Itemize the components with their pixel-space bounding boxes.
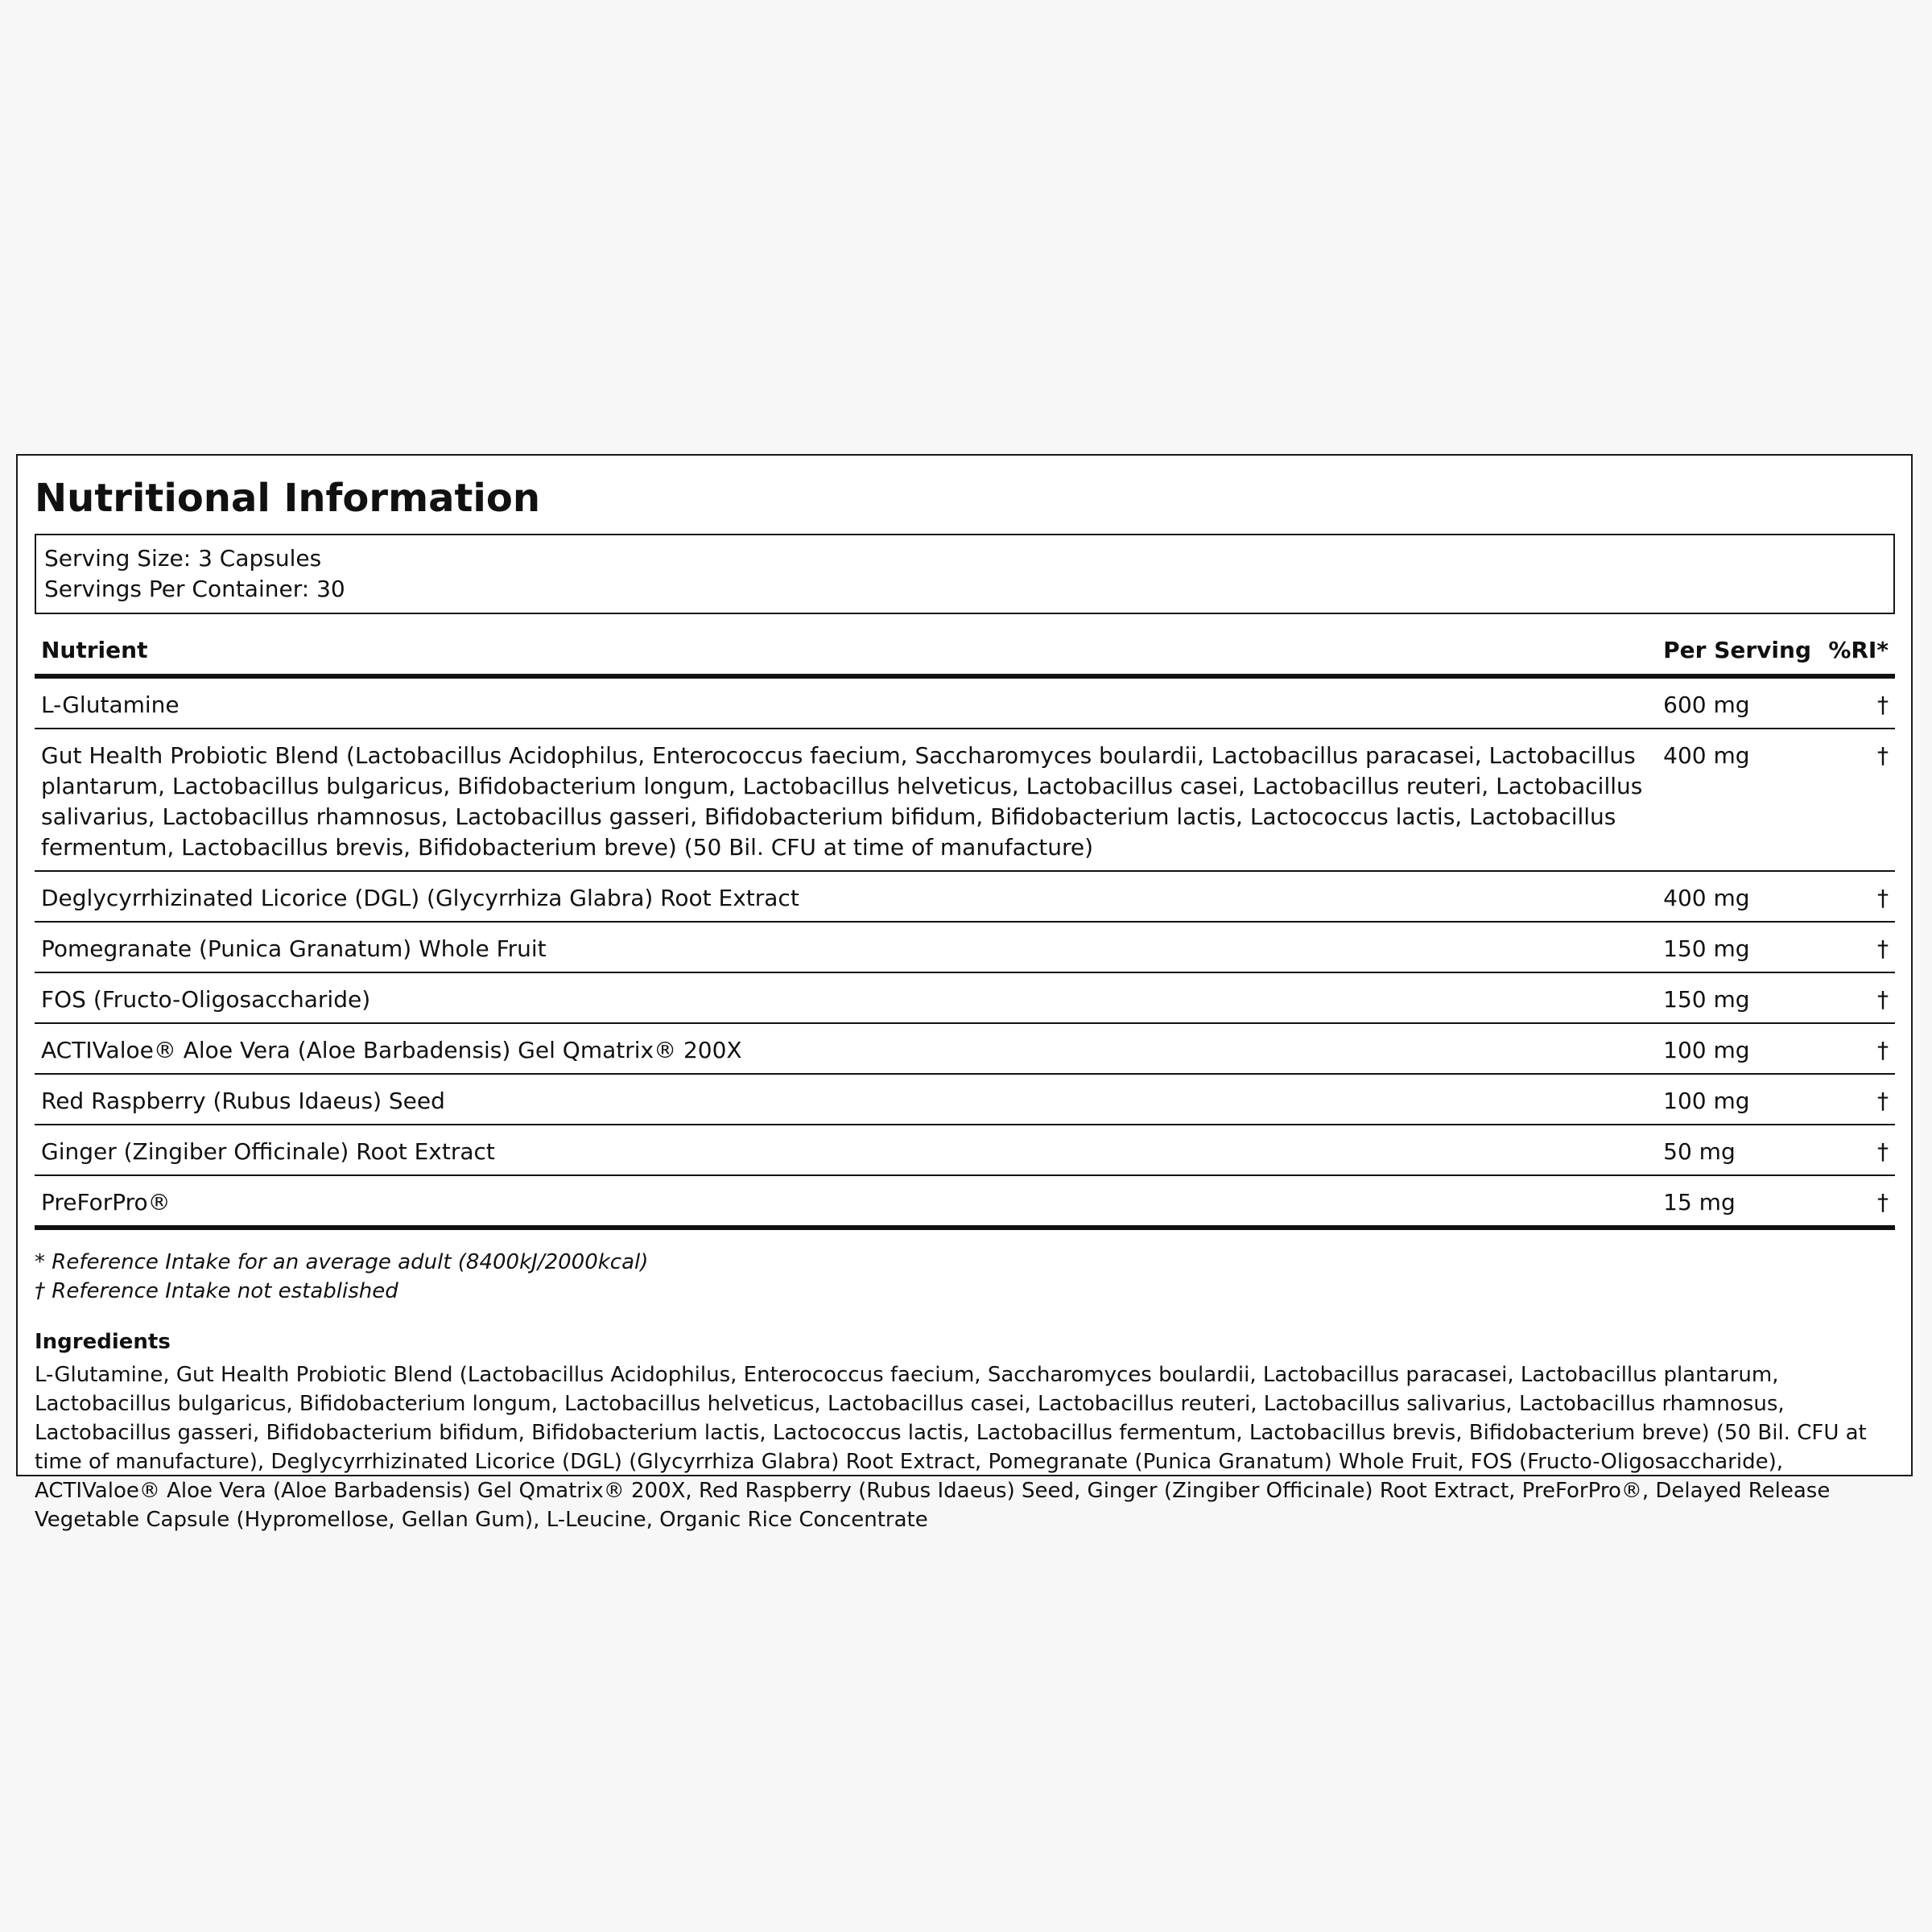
page-title: Nutritional Information [35, 476, 541, 521]
nutrient-name: FOS (Fructo-Oligosaccharide) [35, 972, 1657, 1023]
nutrient-name: ACTIValoe® Aloe Vera (Aloe Barbadensis) Gel Qmatrix® 200X [35, 1023, 1657, 1074]
nutrient-name: L-Glutamine [35, 676, 1657, 729]
nutrient-amount: 100 mg [1657, 1074, 1818, 1125]
nutrient-amount: 150 mg [1657, 972, 1818, 1023]
header-per-serving: Per Serving [1657, 630, 1818, 676]
nutrient-name: Gut Health Probiotic Blend (Lactobacillus Acidophilus, Enterococcus faecium, Saccharomyces boulardii, Lactobacillus paracasei, Lactobacillus plantarum, Lactobacillus bulgaricus, Bifidobacterium longum, Lactobacillus helveticus, Lactobacillus casei, Lactobacillus reuteri, Lactobacillus salivarius, Lactobacillus rhamnosus, Lactobacillus gasseri, Bifidobacterium bifidum, Bifidobacterium lactis, Lactococcus lactis, Lactobacillus fermentum, Lactobacillus brevis, Bifidobacterium breve) (50 Bil. CFU at time of manufacture) [35, 729, 1657, 871]
ingredients-text: L-Glutamine, Gut Health Probiotic Blend (Lactobacillus Acidophilus, Enterococcus faecium, Saccharomyces boulardii, Lactobacillus paracasei, Lactobacillus plantarum, Lactobacillus bulgaricus, Bifidobacterium longum, Lactobacillus helveticus, Lactobacillus casei, Lactobacillus reuteri, Lactobacillus salivarius, Lactobacillus rhamnosus, Lactobacillus gasseri, Bifidobacterium bifidum, Bifidobacterium lactis, Lactococcus lactis, Lactobacillus fermentum, Lactobacillus brevis, Bifidobacterium breve) (50 Bil. CFU at time of manufacture), Deglycyrrhizinated Licorice (DGL) (Glycyrrhiza Glabra) Root Extract, Pomegranate (Punica Granatum) Whole Fruit, FOS (Fructo-Oligosaccharide), ACTIValoe® Aloe Vera (Aloe Barbadensis) Gel Qmatrix® 200X, Red Raspberry (Rubus Idaeus) Seed, Ginger (Zingiber Officinale) Root Extract, PreForPro®, Delayed Release Vegetable Capsule (Hypromellose, Gellan Gum), L-Leucine, Organic Rice Concentrate [35, 1363, 1867, 1533]
table-row [35, 1074, 1895, 1125]
nutrient-amount: 100 mg [1657, 1023, 1818, 1074]
nutrient-name: Red Raspberry (Rubus Idaeus) Seed [35, 1074, 1657, 1125]
header-nutrient: Nutrient [35, 630, 1657, 676]
table-row [35, 729, 1895, 871]
nutrient-table [35, 630, 1895, 1230]
table-row [35, 1175, 1895, 1228]
nutrition-panel [16, 454, 1913, 1533]
table-row [35, 972, 1895, 1023]
nutrient-name: Ginger (Zingiber Officinale) Root Extract [35, 1125, 1657, 1175]
table-row [35, 1125, 1895, 1175]
header-ri: %RI* [1818, 630, 1895, 676]
nutrient-ri: † [1818, 1175, 1895, 1228]
servings-per-container: Servings Per Container: 30 [44, 576, 345, 603]
table-header-row [35, 630, 1895, 676]
table-row [35, 922, 1895, 972]
nutrient-ri: † [1818, 729, 1895, 871]
ri-footnote: * Reference Intake for an average adult (8400kJ/2000kcal) [35, 1250, 649, 1275]
nutrient-amount: 400 mg [1657, 871, 1818, 922]
nutrient-name: Deglycyrrhizinated Licorice (DGL) (Glycyrrhiza Glabra) Root Extract [35, 871, 1657, 922]
nutrient-amount: 15 mg [1657, 1175, 1818, 1228]
ingredients-heading: Ingredients [35, 1330, 171, 1355]
nutrient-ri: † [1818, 871, 1895, 922]
nutrient-amount: 50 mg [1657, 1125, 1818, 1175]
nutrient-ri: † [1818, 676, 1895, 729]
nutrient-amount: 150 mg [1657, 922, 1818, 972]
dagger-footnote: † Reference Intake not established [35, 1279, 398, 1304]
nutrient-ri: † [1818, 972, 1895, 1023]
nutrient-name: PreForPro® [35, 1175, 1657, 1228]
serving-info-box [35, 534, 1895, 614]
footnotes [35, 1248, 1895, 1306]
nutrient-ri: † [1818, 922, 1895, 972]
nutrient-ri: † [1818, 1074, 1895, 1125]
nutrient-amount: 400 mg [1657, 729, 1818, 871]
nutrient-ri: † [1818, 1023, 1895, 1074]
nutrient-ri: † [1818, 1125, 1895, 1175]
nutrient-amount: 600 mg [1657, 676, 1818, 729]
table-row [35, 1023, 1895, 1074]
serving-size: Serving Size: 3 Capsules [44, 545, 322, 572]
nutrient-name: Pomegranate (Punica Granatum) Whole Fruit [35, 922, 1657, 972]
table-row [35, 676, 1895, 729]
table-row [35, 871, 1895, 922]
